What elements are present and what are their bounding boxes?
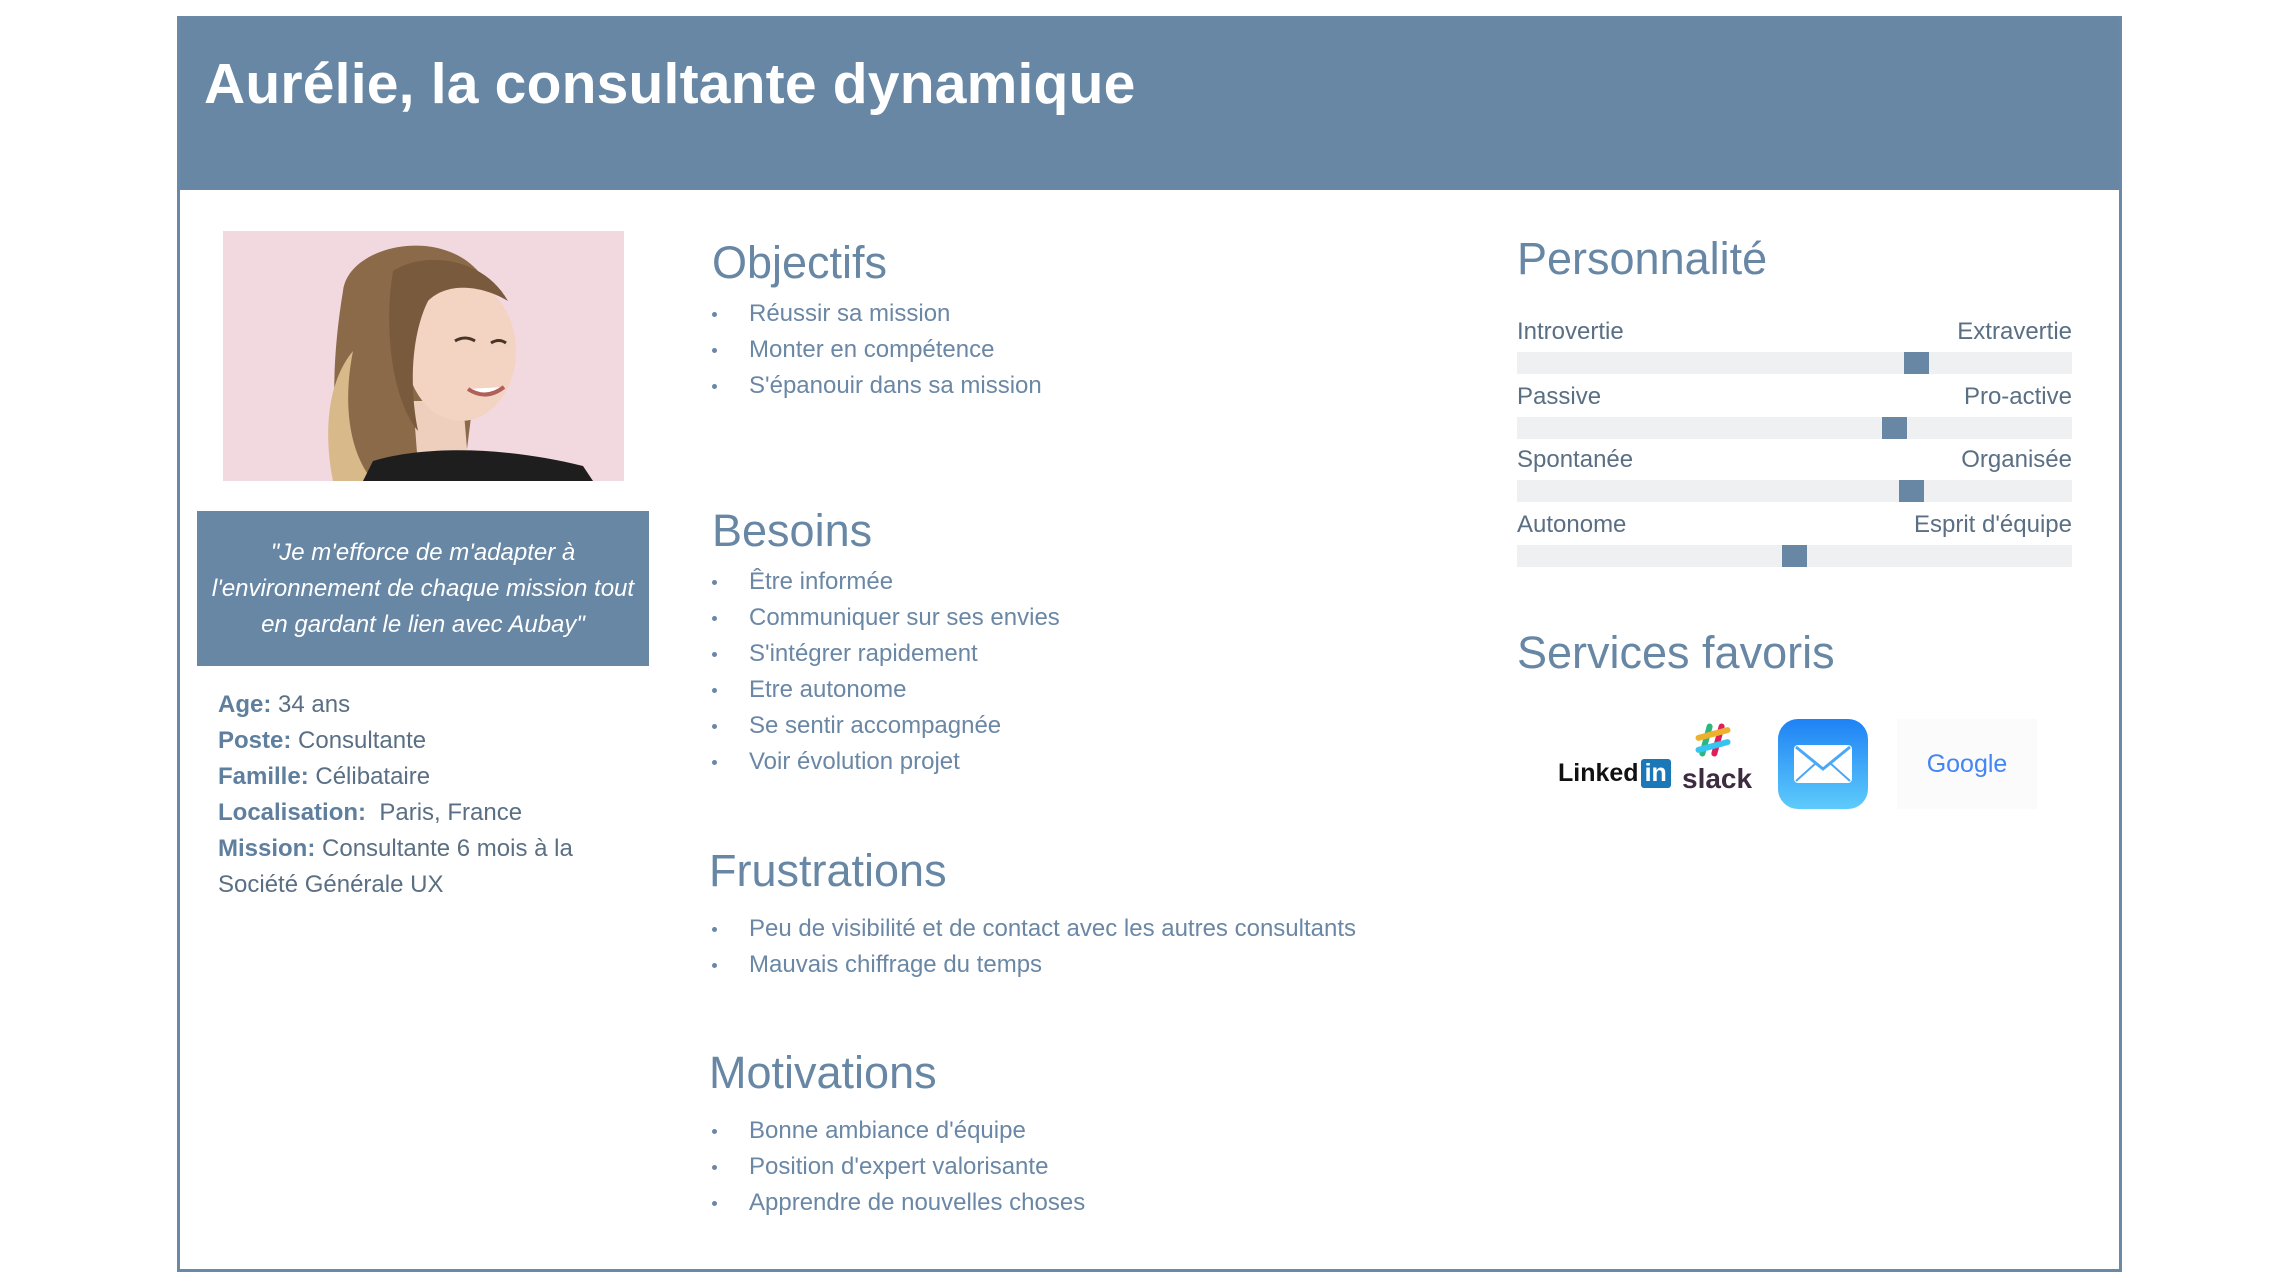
trait-introvertie-extravertie bbox=[1517, 317, 2072, 382]
trait-track bbox=[1517, 352, 2072, 374]
trait-track bbox=[1517, 480, 2072, 502]
list-item: S'intégrer rapidement bbox=[712, 636, 1060, 672]
persona-card bbox=[177, 16, 2122, 1272]
famille-value: Célibataire bbox=[315, 763, 431, 790]
trait-left-label: Autonome bbox=[1517, 511, 1627, 538]
motivations-list bbox=[712, 1113, 1085, 1221]
trait-spontanee-organisee bbox=[1517, 445, 2072, 510]
persona-photo bbox=[223, 231, 624, 481]
trait-track bbox=[1517, 545, 2072, 567]
services-logos bbox=[1558, 719, 2098, 809]
list-item: S'épanouir dans sa mission bbox=[712, 368, 1042, 404]
localisation-label: Localisation: bbox=[218, 799, 367, 826]
personality-traits bbox=[1517, 317, 2072, 575]
list-item: Mauvais chiffrage du temps bbox=[712, 947, 1356, 983]
list-item: Être informée bbox=[712, 564, 1060, 600]
trait-autonome-equipe bbox=[1517, 510, 2072, 575]
famille-row bbox=[218, 759, 658, 795]
poste-value: Consultante bbox=[298, 727, 427, 754]
trait-right-label: Pro-active bbox=[1963, 383, 2072, 410]
persona-quote: "Je m'efforce de m'adapter à l'environnement de chaque mission tout en gardant le lien avec Aubay" bbox=[211, 538, 635, 638]
trait-left-label: Introvertie bbox=[1517, 318, 1624, 345]
list-item: Apprendre de nouvelles choses bbox=[712, 1185, 1085, 1221]
mission-row bbox=[218, 831, 658, 903]
age-label: Age: bbox=[218, 691, 272, 718]
quote-box bbox=[197, 511, 649, 666]
frustrations-title: Frustrations bbox=[709, 845, 947, 896]
besoins-title: Besoins bbox=[712, 505, 873, 556]
linkedin-text: Linked bbox=[1558, 759, 1639, 787]
poste-label: Poste: bbox=[218, 727, 292, 754]
trait-knob[interactable] bbox=[1782, 545, 1807, 567]
google-logo[interactable] bbox=[1897, 719, 2037, 809]
objectifs-list bbox=[712, 296, 1042, 404]
trait-track bbox=[1517, 417, 2072, 439]
trait-knob[interactable] bbox=[1904, 352, 1929, 374]
motivations-section bbox=[709, 1047, 1085, 1221]
list-item: Communiquer sur ses envies bbox=[712, 600, 1060, 636]
trait-right-label: Organisée bbox=[1961, 446, 2072, 473]
slack-text: slack bbox=[1682, 763, 1753, 794]
besoins-section bbox=[712, 505, 1060, 780]
list-item: Monter en compétence bbox=[712, 332, 1042, 368]
localisation-value: Paris, France bbox=[379, 799, 523, 826]
trait-knob[interactable] bbox=[1899, 480, 1924, 502]
motivations-title: Motivations bbox=[709, 1047, 937, 1098]
trait-passive-proactive bbox=[1517, 382, 2072, 445]
linkedin-logo[interactable] bbox=[1558, 759, 1671, 788]
objectifs-section bbox=[712, 237, 1042, 404]
mail-app-icon bbox=[1778, 719, 1868, 809]
objectifs-title: Objectifs bbox=[712, 237, 888, 288]
poste-row bbox=[218, 723, 658, 759]
list-item: Etre autonome bbox=[712, 672, 1060, 708]
list-item: Peu de visibilité et de contact avec les autres consultants bbox=[712, 911, 1356, 947]
slack-logo[interactable] bbox=[1678, 719, 1752, 795]
linkedin-in-badge: in bbox=[1641, 759, 1671, 788]
frustrations-section bbox=[709, 845, 1356, 983]
list-item: Bonne ambiance d'équipe bbox=[712, 1113, 1085, 1149]
age-value: 34 ans bbox=[278, 691, 351, 718]
personnalite-title: Personnalité bbox=[1517, 233, 1768, 284]
list-item: Position d'expert valorisante bbox=[712, 1149, 1085, 1185]
google-text: Google bbox=[1926, 749, 2008, 778]
mission-label: Mission: bbox=[218, 835, 316, 862]
list-item: Réussir sa mission bbox=[712, 296, 1042, 332]
list-item: Se sentir accompagnée bbox=[712, 708, 1060, 744]
trait-right-label: Extravertie bbox=[1957, 318, 2072, 345]
besoins-list bbox=[712, 564, 1060, 780]
frustrations-list bbox=[712, 911, 1356, 983]
persona-info bbox=[218, 687, 658, 903]
services-title: Services favoris bbox=[1517, 627, 1835, 678]
header-banner bbox=[180, 19, 2119, 190]
age-row bbox=[218, 687, 658, 723]
trait-left-label: Spontanée bbox=[1517, 446, 1634, 473]
page-title: Aurélie, la consultante dynamique bbox=[204, 52, 1136, 116]
slack-icon bbox=[1678, 719, 1748, 764]
trait-right-label: Esprit d'équipe bbox=[1913, 511, 2072, 538]
mission-value: Consultante 6 mois à la Société Générale UX bbox=[218, 835, 573, 898]
famille-label: Famille: bbox=[218, 763, 309, 790]
localisation-row bbox=[218, 795, 658, 831]
mail-icon[interactable] bbox=[1778, 719, 1868, 814]
trait-left-label: Passive bbox=[1517, 383, 1602, 410]
list-item: Voir évolution projet bbox=[712, 744, 1060, 780]
portrait-illustration bbox=[223, 231, 624, 481]
trait-knob[interactable] bbox=[1882, 417, 1907, 439]
